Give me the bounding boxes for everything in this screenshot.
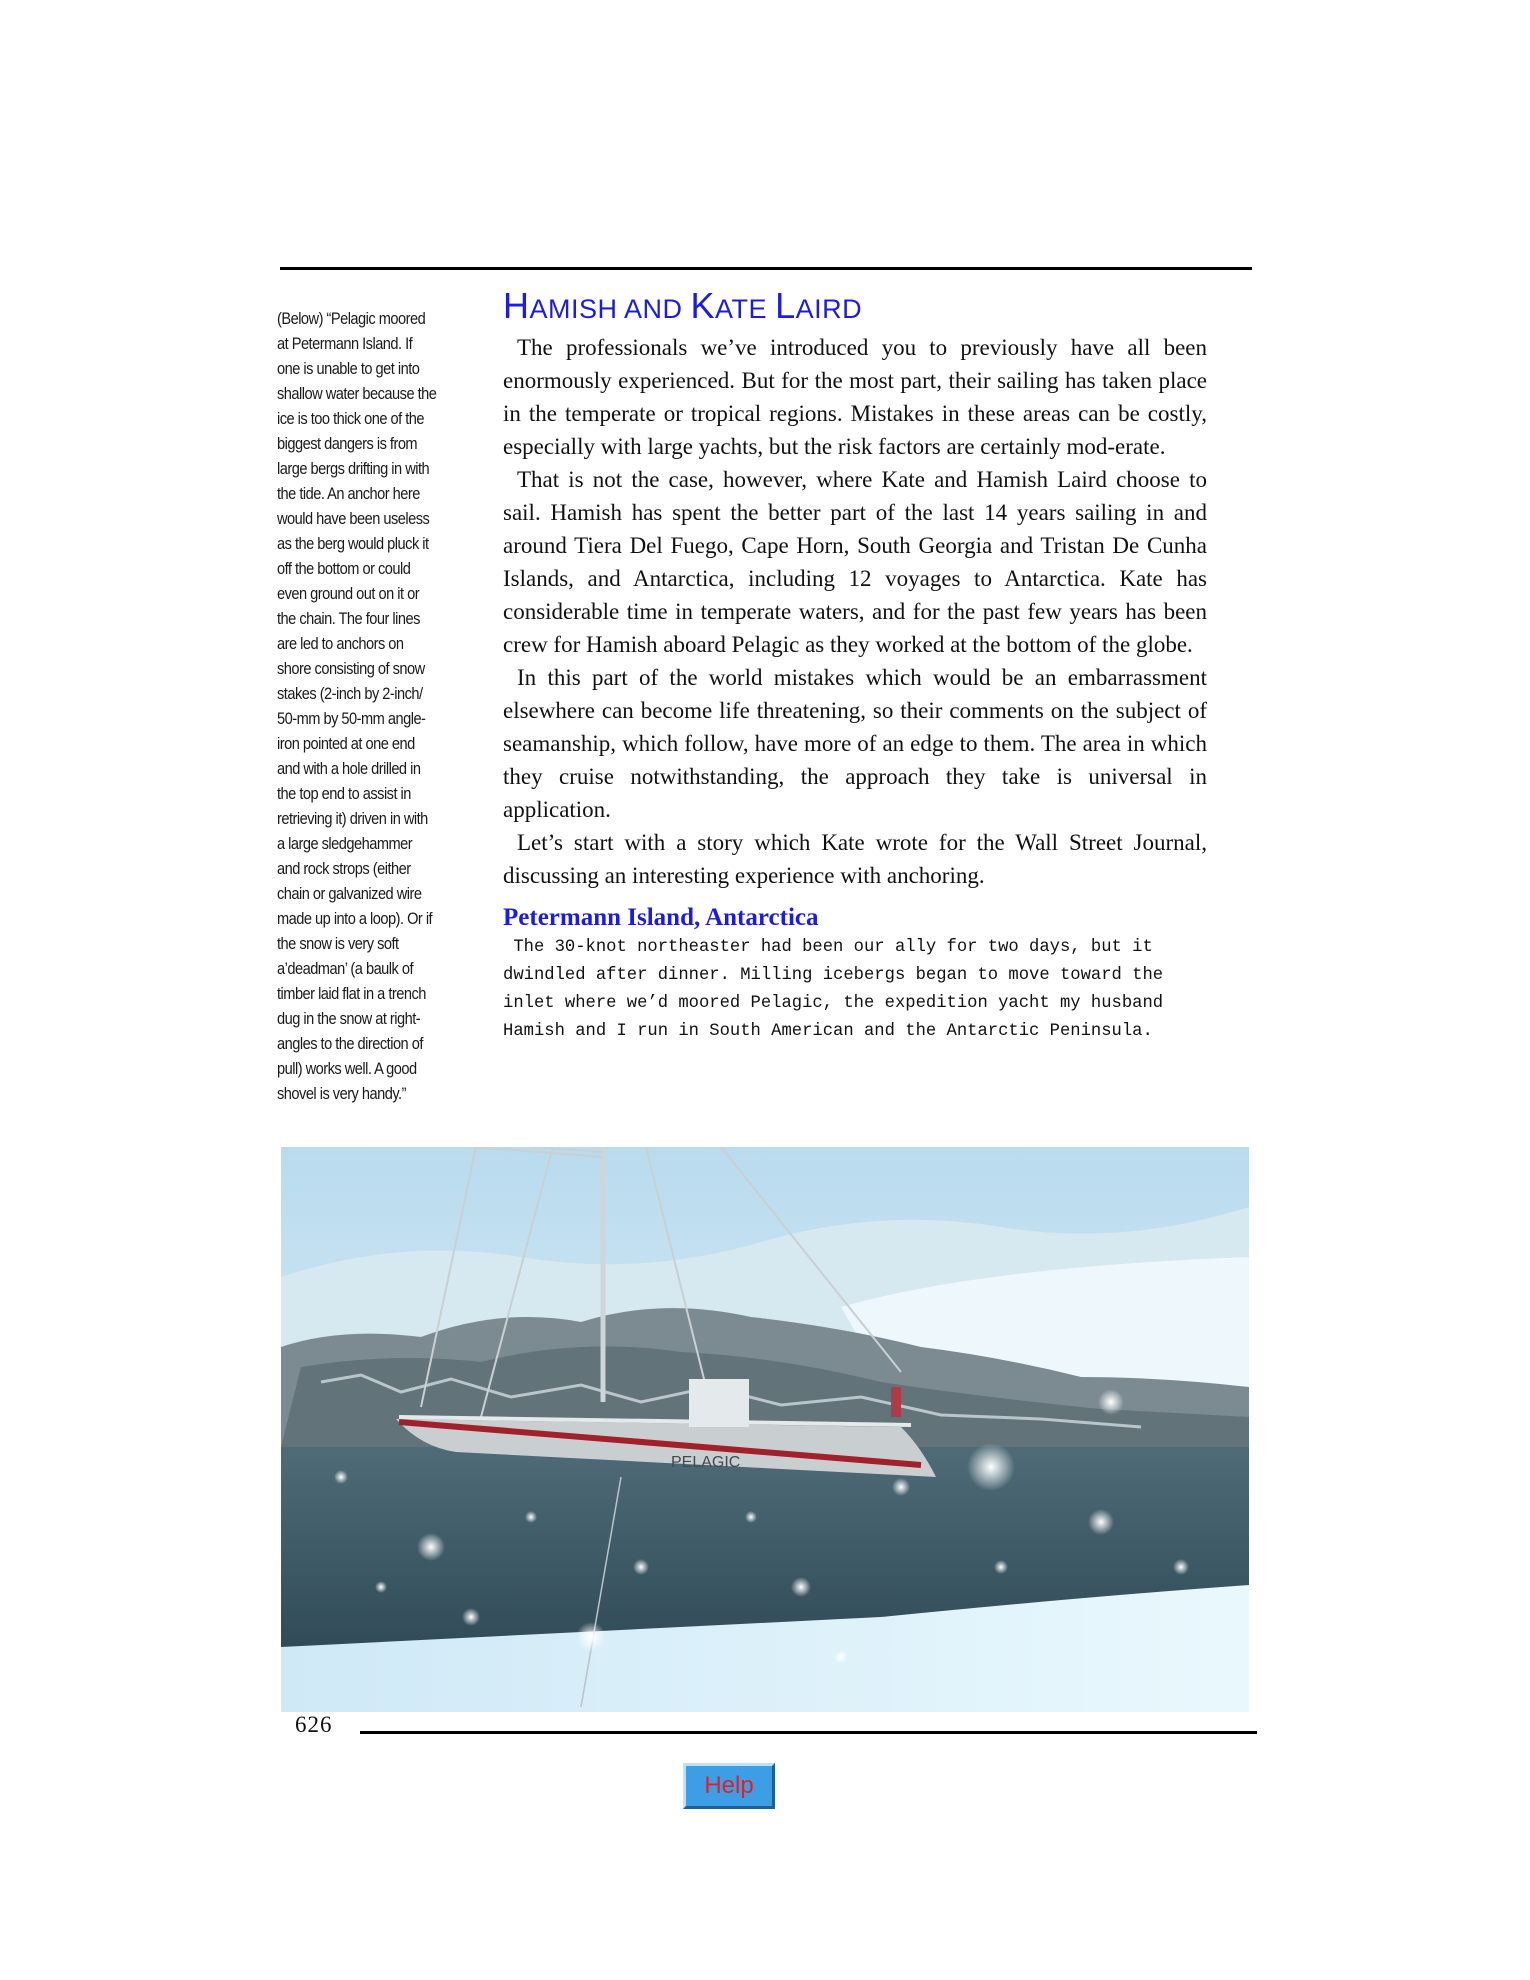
caption-line: shovel is very handy.”	[277, 1084, 406, 1103]
excerpt-line: Hamish and I run in South American and the Antarctic Peninsula.	[503, 1022, 1153, 1041]
caption-line: retrieving it) driven in with	[277, 809, 428, 828]
caption-line: one is unable to get into	[277, 359, 420, 378]
title-initial: H	[503, 285, 530, 326]
title-smallcaps: AIRD	[795, 294, 863, 324]
caption-line: at Petermann Island. If	[277, 334, 413, 353]
caption-line: shallow water because the	[277, 384, 437, 403]
body-paragraph: Let’s start with a story which Kate wrote for the Wall Street Journal, discussing an interesting experience with anchoring.	[503, 830, 1207, 888]
caption-line: ice is too thick one of the	[277, 409, 424, 428]
article	[503, 284, 1207, 1046]
caption-line: large bergs drifting in with	[277, 459, 430, 478]
caption-line: made up into a loop). Or if	[277, 909, 433, 928]
body-paragraph: In this part of the world mistakes which would be an embarrassment elsewhere can become life threatening, so their comments on the subject of seamanship, which follow, have more of an edge to them. The area in which they cruise notwithstanding, the approach they take is universal in application.	[503, 665, 1207, 822]
article-body	[503, 331, 1207, 892]
caption-line: dug in the snow at right-	[277, 1009, 421, 1028]
bottom-rule	[360, 1731, 1257, 1734]
caption-line: pull) works well. A good	[277, 1059, 417, 1078]
excerpt-line: The 30-knot northeaster had been our ally for two days, but it	[503, 938, 1153, 957]
body-paragraph: That is not the case, however, where Kate and Hamish Laird choose to sail. Hamish has spent the better part of the last 14 years sailing in and around Tiera Del Fuego, Cape Horn, South Georgia and Tristan De Cunha Islands, and Antarctica, including 12 voyages to Antarctica. Kate has considerable time in temperate waters, and for the past few years has been crew for Hamish aboard Pelagic as they worked at the bottom of the globe.	[503, 467, 1207, 657]
caption-line: chain or galvanized wire	[277, 884, 422, 903]
excerpt-line: inlet where we’d moored Pelagic, the expedition yacht my husband	[503, 994, 1164, 1013]
caption-line: a’deadman’ (a baulk of	[277, 959, 414, 978]
top-rule	[280, 267, 1252, 270]
help-button[interactable]	[683, 1763, 775, 1809]
caption-line: angles to the direction of	[277, 1034, 423, 1053]
journal-excerpt	[503, 934, 1207, 1046]
caption-line: biggest dangers is from	[277, 434, 418, 453]
photo-caption	[277, 306, 482, 1106]
caption-line: 50-mm by 50-mm angle-	[277, 709, 426, 728]
title-initial: L	[775, 285, 796, 326]
section-subheading: Petermann Island, Antarctica	[503, 904, 819, 931]
excerpt-line: dwindled after dinner. Milling icebergs began to move toward the	[503, 966, 1164, 985]
page-number: 626	[295, 1712, 333, 1737]
caption-line: the chain. The four lines	[277, 609, 420, 628]
caption-line: the snow is very soft	[277, 934, 399, 953]
title-smallcaps: AMISH AND	[529, 294, 691, 324]
caption-line: and rock strops (either	[277, 859, 411, 878]
caption-line: stakes (2-inch by 2-inch/	[277, 684, 423, 703]
caption-line: and with a hole drilled in	[277, 759, 421, 778]
title-initial: K	[690, 285, 716, 326]
caption-line: off the bottom or could	[277, 559, 411, 578]
caption-line: as the berg would pluck it	[277, 534, 429, 553]
caption-line: even ground out on it or	[277, 584, 420, 603]
yacht-photo	[281, 1147, 1249, 1712]
caption-line: the tide. An anchor here	[277, 484, 420, 503]
caption-line: would have been useless	[277, 509, 430, 528]
caption-line: iron pointed at one end	[277, 734, 415, 753]
article-title	[503, 284, 1207, 331]
caption-line: shore consisting of snow	[277, 659, 425, 678]
caption-line: (Below) “Pelagic moored	[277, 309, 426, 328]
body-paragraph: The professionals we’ve introduced you to previously have all been enormously experienced. But for the most part, their sailing has taken place in the temperate or tropical regions. Mistakes in these areas can be costly, especially with large yachts, but the risk factors are certainly mod-erate.	[503, 335, 1207, 459]
caption-line: are led to anchors on	[277, 634, 404, 653]
help-button-label: Help	[704, 1772, 754, 1799]
caption-line: the top end to assist in	[277, 784, 411, 803]
hull-name: PELAGIC	[671, 1454, 741, 1471]
title-smallcaps: ATE	[715, 294, 776, 324]
photo-illustration	[281, 1147, 1249, 1712]
caption-line: a large sledgehammer	[277, 834, 413, 853]
caption-line: timber laid flat in a trench	[277, 984, 426, 1003]
